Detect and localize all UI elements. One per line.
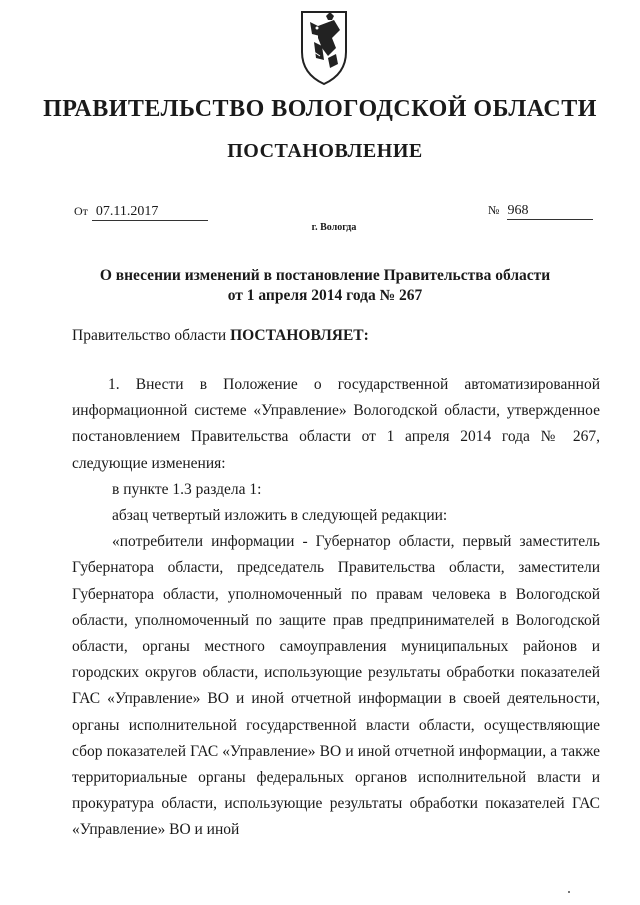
preamble-lead: Правительство области [72, 327, 227, 344]
number-prefix: № [488, 203, 500, 217]
organization-title: ПРАВИТЕЛЬСТВО ВОЛОГОДСКОЙ ОБЛАСТИ [43, 96, 597, 122]
preamble-resolves: ПОСТАНОВЛЯЕТ: [230, 327, 369, 344]
coat-of-arms-icon [296, 8, 352, 88]
number-field [488, 203, 593, 220]
document-title [0, 266, 640, 306]
date-field [74, 204, 208, 221]
paragraph-4: «потребители информации - Губернатор области, первый заместитель Губернатора области, председатель Правительства области, заместители Губернатора области, уполномоченный по правам человека в Вологодской области, уполномоченный по защите прав предпринимателей в Вологодской области, органы местного самоуправления муниципальных районов и городских округов области, использующие результаты обработки показателей ГАС «Управление» ВО и иной отчетной информации в своей деятельности, органы исполнительной государственной власти области, осуществляющие сбор показателей ГАС «Управление» ВО и иной отчетной информации, а также территориальные органы федеральных органов исполнительной власти и прокуратура области, использующие результаты обработки показателей ГАС «Управление» ВО и иной [72, 533, 600, 839]
date-prefix: От [74, 204, 88, 218]
number-value: 968 [507, 203, 593, 220]
paragraph-2: в пункте 1.3 раздела 1: [112, 480, 262, 498]
document-title-line2: от 1 апреля 2014 года № 267 [227, 287, 423, 304]
preamble [72, 327, 369, 345]
paragraph-3: абзац четвертый изложить в следующей редакции: [112, 507, 448, 525]
scan-artifact [568, 891, 570, 893]
date-value: 07.11.2017 [92, 204, 208, 221]
paragraph-1: 1. Внести в Положение о государственной автоматизированной информационной системе «Управление» Вологодской области, утвержденное постановлением Правительства области от 1 апреля 2014 года № 267, следующие изменения: [72, 376, 600, 472]
city-label: г. Вологда [311, 222, 357, 233]
document-title-line1: О внесении изменений в постановление Правительства области [99, 267, 551, 284]
document-type: ПОСТАНОВЛЕНИЕ [227, 140, 423, 162]
body-text [72, 372, 600, 844]
